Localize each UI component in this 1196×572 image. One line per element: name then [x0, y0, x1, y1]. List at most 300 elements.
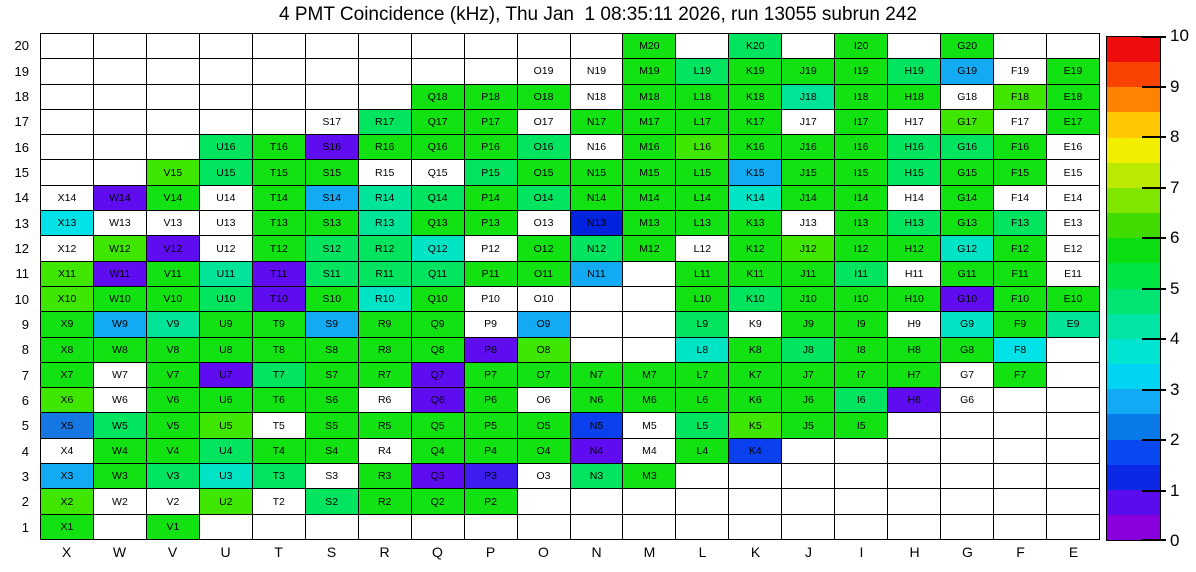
heatmap-cell: T14: [253, 186, 306, 211]
heatmap-cell: J19: [782, 59, 835, 84]
heatmap-cell: L16: [676, 135, 729, 160]
heatmap-cell: J8: [782, 338, 835, 363]
heatmap-cell: [306, 59, 359, 84]
heatmap-cell: M6: [623, 388, 676, 413]
y-axis-tick-label: 3: [21, 469, 29, 485]
heatmap-cell: G10: [941, 287, 994, 312]
heatmap-cell: P13: [465, 211, 518, 236]
colorbar-band: [1107, 314, 1160, 339]
heatmap-cell: [253, 34, 306, 59]
heatmap-cell: [518, 34, 571, 59]
heatmap-cell: [571, 515, 624, 540]
heatmap-cell: L8: [676, 338, 729, 363]
heatmap-cell: [41, 34, 94, 59]
heatmap-cell: V12: [147, 236, 200, 261]
heatmap-cell: U6: [200, 388, 253, 413]
heatmap-cell: [623, 338, 676, 363]
heatmap-cell: R12: [359, 236, 412, 261]
x-axis-tick-label: O: [538, 544, 549, 560]
heatmap-cell: X5: [41, 413, 94, 438]
heatmap-cell: F7: [994, 363, 1047, 388]
colorbar-band: [1107, 87, 1160, 112]
heatmap-cell: O7: [518, 363, 571, 388]
heatmap-cell: T7: [253, 363, 306, 388]
heatmap-cell: [623, 515, 676, 540]
heatmap-cell: O5: [518, 413, 571, 438]
heatmap-cell: [729, 464, 782, 489]
colorbar-band: [1107, 213, 1160, 238]
heatmap-cell: H14: [888, 186, 941, 211]
heatmap-cell: N4: [571, 439, 624, 464]
heatmap-cell: W4: [94, 439, 147, 464]
heatmap-cell: K8: [729, 338, 782, 363]
heatmap-cell: T13: [253, 211, 306, 236]
heatmap-cell: X7: [41, 363, 94, 388]
heatmap-cell: O15: [518, 160, 571, 185]
heatmap-cell: F14: [994, 186, 1047, 211]
heatmap-cell: V7: [147, 363, 200, 388]
heatmap-cell: [147, 85, 200, 110]
heatmap-cell: V5: [147, 413, 200, 438]
heatmap-cell: E18: [1047, 85, 1100, 110]
heatmap-cell: S2: [306, 489, 359, 514]
heatmap-cell: [782, 464, 835, 489]
heatmap-cell: [1047, 363, 1100, 388]
heatmap-cell: [782, 439, 835, 464]
heatmap-cell: S5: [306, 413, 359, 438]
heatmap-cell: I11: [835, 262, 888, 287]
heatmap-cell: S3: [306, 464, 359, 489]
heatmap-cell: I10: [835, 287, 888, 312]
y-axis-tick-label: 14: [14, 190, 29, 206]
x-axis-tick-labels: [40, 544, 1100, 564]
y-axis-tick-label: 8: [21, 342, 29, 358]
heatmap-cell: G18: [941, 85, 994, 110]
heatmap-cell: V8: [147, 338, 200, 363]
heatmap-cell: P6: [465, 388, 518, 413]
heatmap-cell: R6: [359, 388, 412, 413]
heatmap-cell: P4: [465, 439, 518, 464]
x-axis-tick-label: E: [1068, 544, 1079, 560]
heatmap-cell: X8: [41, 338, 94, 363]
heatmap-cell: [359, 85, 412, 110]
heatmap-cell: O13: [518, 211, 571, 236]
heatmap-cell: [994, 34, 1047, 59]
heatmap-cell: G8: [941, 338, 994, 363]
heatmap-cell: [306, 515, 359, 540]
heatmap-cell: L18: [676, 85, 729, 110]
colorbar-tick-label: 5: [1170, 278, 1180, 298]
heatmap-cell: G14: [941, 186, 994, 211]
heatmap-cell: P9: [465, 312, 518, 337]
heatmap-cell: T12: [253, 236, 306, 261]
heatmap-cell: [253, 110, 306, 135]
heatmap-cell: [623, 262, 676, 287]
heatmap-cell: N5: [571, 413, 624, 438]
heatmap-cell: U11: [200, 262, 253, 287]
heatmap-cell: X9: [41, 312, 94, 337]
heatmap-cell: [1047, 439, 1100, 464]
heatmap-cell: S7: [306, 363, 359, 388]
heatmap-cell: M16: [623, 135, 676, 160]
heatmap-cell: [147, 135, 200, 160]
heatmap-cell: M12: [623, 236, 676, 261]
heatmap-cell: [941, 464, 994, 489]
x-axis-tick-label: L: [698, 544, 707, 560]
heatmap-cell: U16: [200, 135, 253, 160]
heatmap-cell: N12: [571, 236, 624, 261]
heatmap-cell: J17: [782, 110, 835, 135]
heatmap-cell: F18: [994, 85, 1047, 110]
heatmap-cell: X14: [41, 186, 94, 211]
heatmap-cell: W8: [94, 338, 147, 363]
heatmap-cell: [306, 34, 359, 59]
heatmap-cell: V1: [147, 515, 200, 540]
heatmap-cell: Q6: [412, 388, 465, 413]
heatmap-cell: S6: [306, 388, 359, 413]
y-axis-tick-label: 7: [21, 367, 29, 383]
heatmap-cell: N6: [571, 388, 624, 413]
colorbar-band: [1107, 238, 1160, 263]
heatmap-cell: [465, 515, 518, 540]
heatmap-cell: F15: [994, 160, 1047, 185]
heatmap-cell: J9: [782, 312, 835, 337]
y-axis-tick-label: 16: [14, 139, 29, 155]
x-axis-tick-label: X: [61, 544, 72, 560]
heatmap-cell: U8: [200, 338, 253, 363]
heatmap-cell: L17: [676, 110, 729, 135]
heatmap-cell: P2: [465, 489, 518, 514]
heatmap-cell: E19: [1047, 59, 1100, 84]
y-axis-tick-label: 12: [14, 240, 29, 256]
heatmap-cell: G12: [941, 236, 994, 261]
heatmap-cell: V13: [147, 211, 200, 236]
heatmap-cell: [359, 515, 412, 540]
heatmap-cell: P10: [465, 287, 518, 312]
heatmap-cell: [1047, 413, 1100, 438]
heatmap-cell: I8: [835, 338, 888, 363]
heatmap-cell: [835, 439, 888, 464]
heatmap-cell: T3: [253, 464, 306, 489]
heatmap-cell: U13: [200, 211, 253, 236]
heatmap-cell: V3: [147, 464, 200, 489]
heatmap-cell: L5: [676, 413, 729, 438]
heatmap-cell: G20: [941, 34, 994, 59]
heatmap-cell: I12: [835, 236, 888, 261]
heatmap-cell: Q15: [412, 160, 465, 185]
heatmap-cell: Q14: [412, 186, 465, 211]
heatmap-cell: R3: [359, 464, 412, 489]
heatmap-cell: [888, 464, 941, 489]
heatmap-cell: [465, 34, 518, 59]
heatmap-cell: E14: [1047, 186, 1100, 211]
heatmap-cell: Q4: [412, 439, 465, 464]
heatmap-cell: U10: [200, 287, 253, 312]
heatmap-cell: W5: [94, 413, 147, 438]
heatmap-cell: [571, 338, 624, 363]
y-axis-tick-label: 17: [14, 114, 29, 130]
heatmap-cell: L7: [676, 363, 729, 388]
y-axis-tick-label: 20: [14, 38, 29, 54]
colorbar-tick-label: 6: [1170, 228, 1180, 247]
heatmap-cell: H11: [888, 262, 941, 287]
colorbar-band: [1107, 389, 1160, 414]
heatmap-cell: M5: [623, 413, 676, 438]
heatmap-cell: L10: [676, 287, 729, 312]
heatmap-cell: T11: [253, 262, 306, 287]
heatmap-cell: Q18: [412, 85, 465, 110]
x-axis-tick-label: U: [220, 544, 231, 560]
heatmap-cell: K17: [729, 110, 782, 135]
x-axis-tick-label: G: [962, 544, 973, 560]
heatmap-cell: Q2: [412, 489, 465, 514]
heatmap-cell: K19: [729, 59, 782, 84]
heatmap-cell: X12: [41, 236, 94, 261]
heatmap-cell: Q7: [412, 363, 465, 388]
heatmap-cell: K10: [729, 287, 782, 312]
heatmap-cell: G11: [941, 262, 994, 287]
heatmap-cell: W12: [94, 236, 147, 261]
heatmap-cell: P5: [465, 413, 518, 438]
heatmap-cell: [412, 34, 465, 59]
heatmap-cell: R14: [359, 186, 412, 211]
heatmap-cell: K7: [729, 363, 782, 388]
heatmap-cell: R8: [359, 338, 412, 363]
heatmap-cell: O16: [518, 135, 571, 160]
x-axis-tick-label: K: [750, 544, 761, 560]
colorbar-tick-label: 0: [1170, 531, 1180, 550]
heatmap-cell: X13: [41, 211, 94, 236]
heatmap-cell: [941, 439, 994, 464]
heatmap-cell: [1047, 388, 1100, 413]
colorbar-band: [1107, 263, 1160, 288]
heatmap-cell: I6: [835, 388, 888, 413]
heatmap-cell: I9: [835, 312, 888, 337]
heatmap-cell: [1047, 489, 1100, 514]
heatmap-cell: S9: [306, 312, 359, 337]
x-axis-tick-label: P: [485, 544, 496, 560]
heatmap-cell: I16: [835, 135, 888, 160]
colorbar-band: [1107, 289, 1160, 314]
heatmap-cell: X11: [41, 262, 94, 287]
heatmap-cell: G7: [941, 363, 994, 388]
heatmap-cell: [782, 34, 835, 59]
heatmap-cell: P14: [465, 186, 518, 211]
heatmap-cell: N13: [571, 211, 624, 236]
heatmap-cell: [571, 287, 624, 312]
heatmap-cell: X1: [41, 515, 94, 540]
heatmap-cell: [253, 59, 306, 84]
heatmap-cell: [359, 34, 412, 59]
chart-title: 4 PMT Coincidence (kHz), Thu Jan 1 08:35:11 2026, run 13055 subrun 242: [279, 4, 917, 25]
heatmap-cell: O9: [518, 312, 571, 337]
heatmap-cell: U9: [200, 312, 253, 337]
heatmap-cell: P17: [465, 110, 518, 135]
heatmap-cell: L12: [676, 236, 729, 261]
heatmap-cell: F13: [994, 211, 1047, 236]
heatmap-cell: S17: [306, 110, 359, 135]
x-axis-tick-label: V: [167, 544, 178, 560]
y-axis-tick-label: 15: [14, 164, 29, 180]
heatmap-cell: [623, 312, 676, 337]
x-axis-tick-label: F: [1016, 544, 1025, 560]
heatmap-cell: M17: [623, 110, 676, 135]
heatmap-cell: L6: [676, 388, 729, 413]
heatmap-cell: T9: [253, 312, 306, 337]
colorbar-tick: [1142, 338, 1166, 340]
heatmap-cell: [200, 59, 253, 84]
heatmap-cell: [1047, 464, 1100, 489]
heatmap-cell: [94, 135, 147, 160]
heatmap-cell: N14: [571, 186, 624, 211]
x-axis-tick-label: S: [326, 544, 337, 560]
colorbar-band: [1107, 163, 1160, 188]
heatmap-cell: K14: [729, 186, 782, 211]
heatmap-cell: G13: [941, 211, 994, 236]
heatmap-cell: S14: [306, 186, 359, 211]
heatmap-cell: M19: [623, 59, 676, 84]
heatmap-cell: M13: [623, 211, 676, 236]
heatmap-cell: I17: [835, 110, 888, 135]
x-axis-tick-label: W: [112, 544, 127, 560]
heatmap-cell: R17: [359, 110, 412, 135]
heatmap-cell: K11: [729, 262, 782, 287]
y-axis-tick-label: 9: [21, 316, 29, 332]
heatmap-cell: U3: [200, 464, 253, 489]
heatmap-cell: J13: [782, 211, 835, 236]
heatmap-cell: [1047, 338, 1100, 363]
heatmap-cell: P18: [465, 85, 518, 110]
heatmap-cell: U14: [200, 186, 253, 211]
heatmap-cell: R15: [359, 160, 412, 185]
heatmap-cell: S4: [306, 439, 359, 464]
heatmap-cell: [41, 135, 94, 160]
heatmap-cell: W11: [94, 262, 147, 287]
heatmap-cell: [94, 515, 147, 540]
heatmap-cell: L9: [676, 312, 729, 337]
heatmap-cell: M4: [623, 439, 676, 464]
heatmap-cell: [147, 59, 200, 84]
heatmap-cell: J6: [782, 388, 835, 413]
heatmap-cell: V2: [147, 489, 200, 514]
y-axis-tick-label: 6: [21, 392, 29, 408]
heatmap-grid: [40, 33, 1100, 540]
heatmap-cell: J14: [782, 186, 835, 211]
heatmap-cell: [623, 287, 676, 312]
heatmap-cell: O12: [518, 236, 571, 261]
heatmap-cell: O3: [518, 464, 571, 489]
heatmap-cell: N7: [571, 363, 624, 388]
colorbar-band: [1107, 364, 1160, 389]
heatmap-cell: [147, 34, 200, 59]
heatmap-cell: I18: [835, 85, 888, 110]
heatmap-cell: J16: [782, 135, 835, 160]
heatmap-cell: T2: [253, 489, 306, 514]
heatmap-cell: U4: [200, 439, 253, 464]
heatmap-cell: R4: [359, 439, 412, 464]
heatmap-cell: G16: [941, 135, 994, 160]
colorbar-tick: [1142, 389, 1166, 391]
colorbar-tick-label: 3: [1170, 379, 1180, 399]
heatmap-cell: [994, 439, 1047, 464]
heatmap-cell: [200, 110, 253, 135]
heatmap-cell: X2: [41, 489, 94, 514]
colorbar-tick-label: 10: [1170, 26, 1189, 45]
heatmap-cell: F10: [994, 287, 1047, 312]
heatmap-cell: Q5: [412, 413, 465, 438]
colorbar-band: [1107, 112, 1160, 137]
heatmap-cell: O14: [518, 186, 571, 211]
heatmap-cell: H6: [888, 388, 941, 413]
heatmap-cell: H17: [888, 110, 941, 135]
y-axis-tick-label: 19: [14, 63, 29, 79]
heatmap-cell: M15: [623, 160, 676, 185]
heatmap-cell: H18: [888, 85, 941, 110]
heatmap-cell: P11: [465, 262, 518, 287]
y-axis-tick-labels: [4, 33, 34, 540]
colorbar-tick-label: 2: [1170, 430, 1180, 449]
heatmap-cell: R13: [359, 211, 412, 236]
heatmap-cell: K18: [729, 85, 782, 110]
heatmap-cell: E9: [1047, 312, 1100, 337]
colorbar-tick: [1142, 86, 1166, 88]
heatmap-cell: M3: [623, 464, 676, 489]
x-axis-tick-label: M: [643, 544, 656, 560]
heatmap-cell: I14: [835, 186, 888, 211]
heatmap-cell: U12: [200, 236, 253, 261]
colorbar-tick-label: 7: [1170, 177, 1180, 197]
heatmap-cell: [676, 464, 729, 489]
heatmap-cell: [888, 515, 941, 540]
x-axis-tick-label: T: [274, 544, 283, 560]
heatmap-cell: J7: [782, 363, 835, 388]
colorbar-band: [1107, 515, 1160, 540]
heatmap-cell: H8: [888, 338, 941, 363]
y-axis-tick-label: 5: [21, 418, 29, 434]
heatmap-cell: T6: [253, 388, 306, 413]
heatmap-cell: F9: [994, 312, 1047, 337]
heatmap-cell: K15: [729, 160, 782, 185]
heatmap-cell: O17: [518, 110, 571, 135]
colorbar-band: [1107, 414, 1160, 439]
y-axis-tick-label: 11: [15, 266, 29, 282]
heatmap-cell: E11: [1047, 262, 1100, 287]
heatmap-cell: W13: [94, 211, 147, 236]
heatmap-cell: M18: [623, 85, 676, 110]
heatmap-cell: F16: [994, 135, 1047, 160]
heatmap-cell: T8: [253, 338, 306, 363]
y-axis-tick-label: 4: [21, 443, 29, 459]
heatmap-cell: [888, 439, 941, 464]
y-axis-tick-label: 13: [14, 215, 29, 231]
heatmap-cell: K5: [729, 413, 782, 438]
heatmap-cell: H16: [888, 135, 941, 160]
heatmap-cell: K16: [729, 135, 782, 160]
heatmap-cell: [253, 85, 306, 110]
colorbar-band: [1107, 138, 1160, 163]
heatmap-cell: Q17: [412, 110, 465, 135]
heatmap-cell: W14: [94, 186, 147, 211]
heatmap-cell: M7: [623, 363, 676, 388]
heatmap-cell: [729, 515, 782, 540]
heatmap-cell: S8: [306, 338, 359, 363]
heatmap-cell: P8: [465, 338, 518, 363]
heatmap-cell: S16: [306, 135, 359, 160]
heatmap-cell: E16: [1047, 135, 1100, 160]
heatmap-cell: R7: [359, 363, 412, 388]
heatmap-cell: [571, 312, 624, 337]
heatmap-cell: O6: [518, 388, 571, 413]
